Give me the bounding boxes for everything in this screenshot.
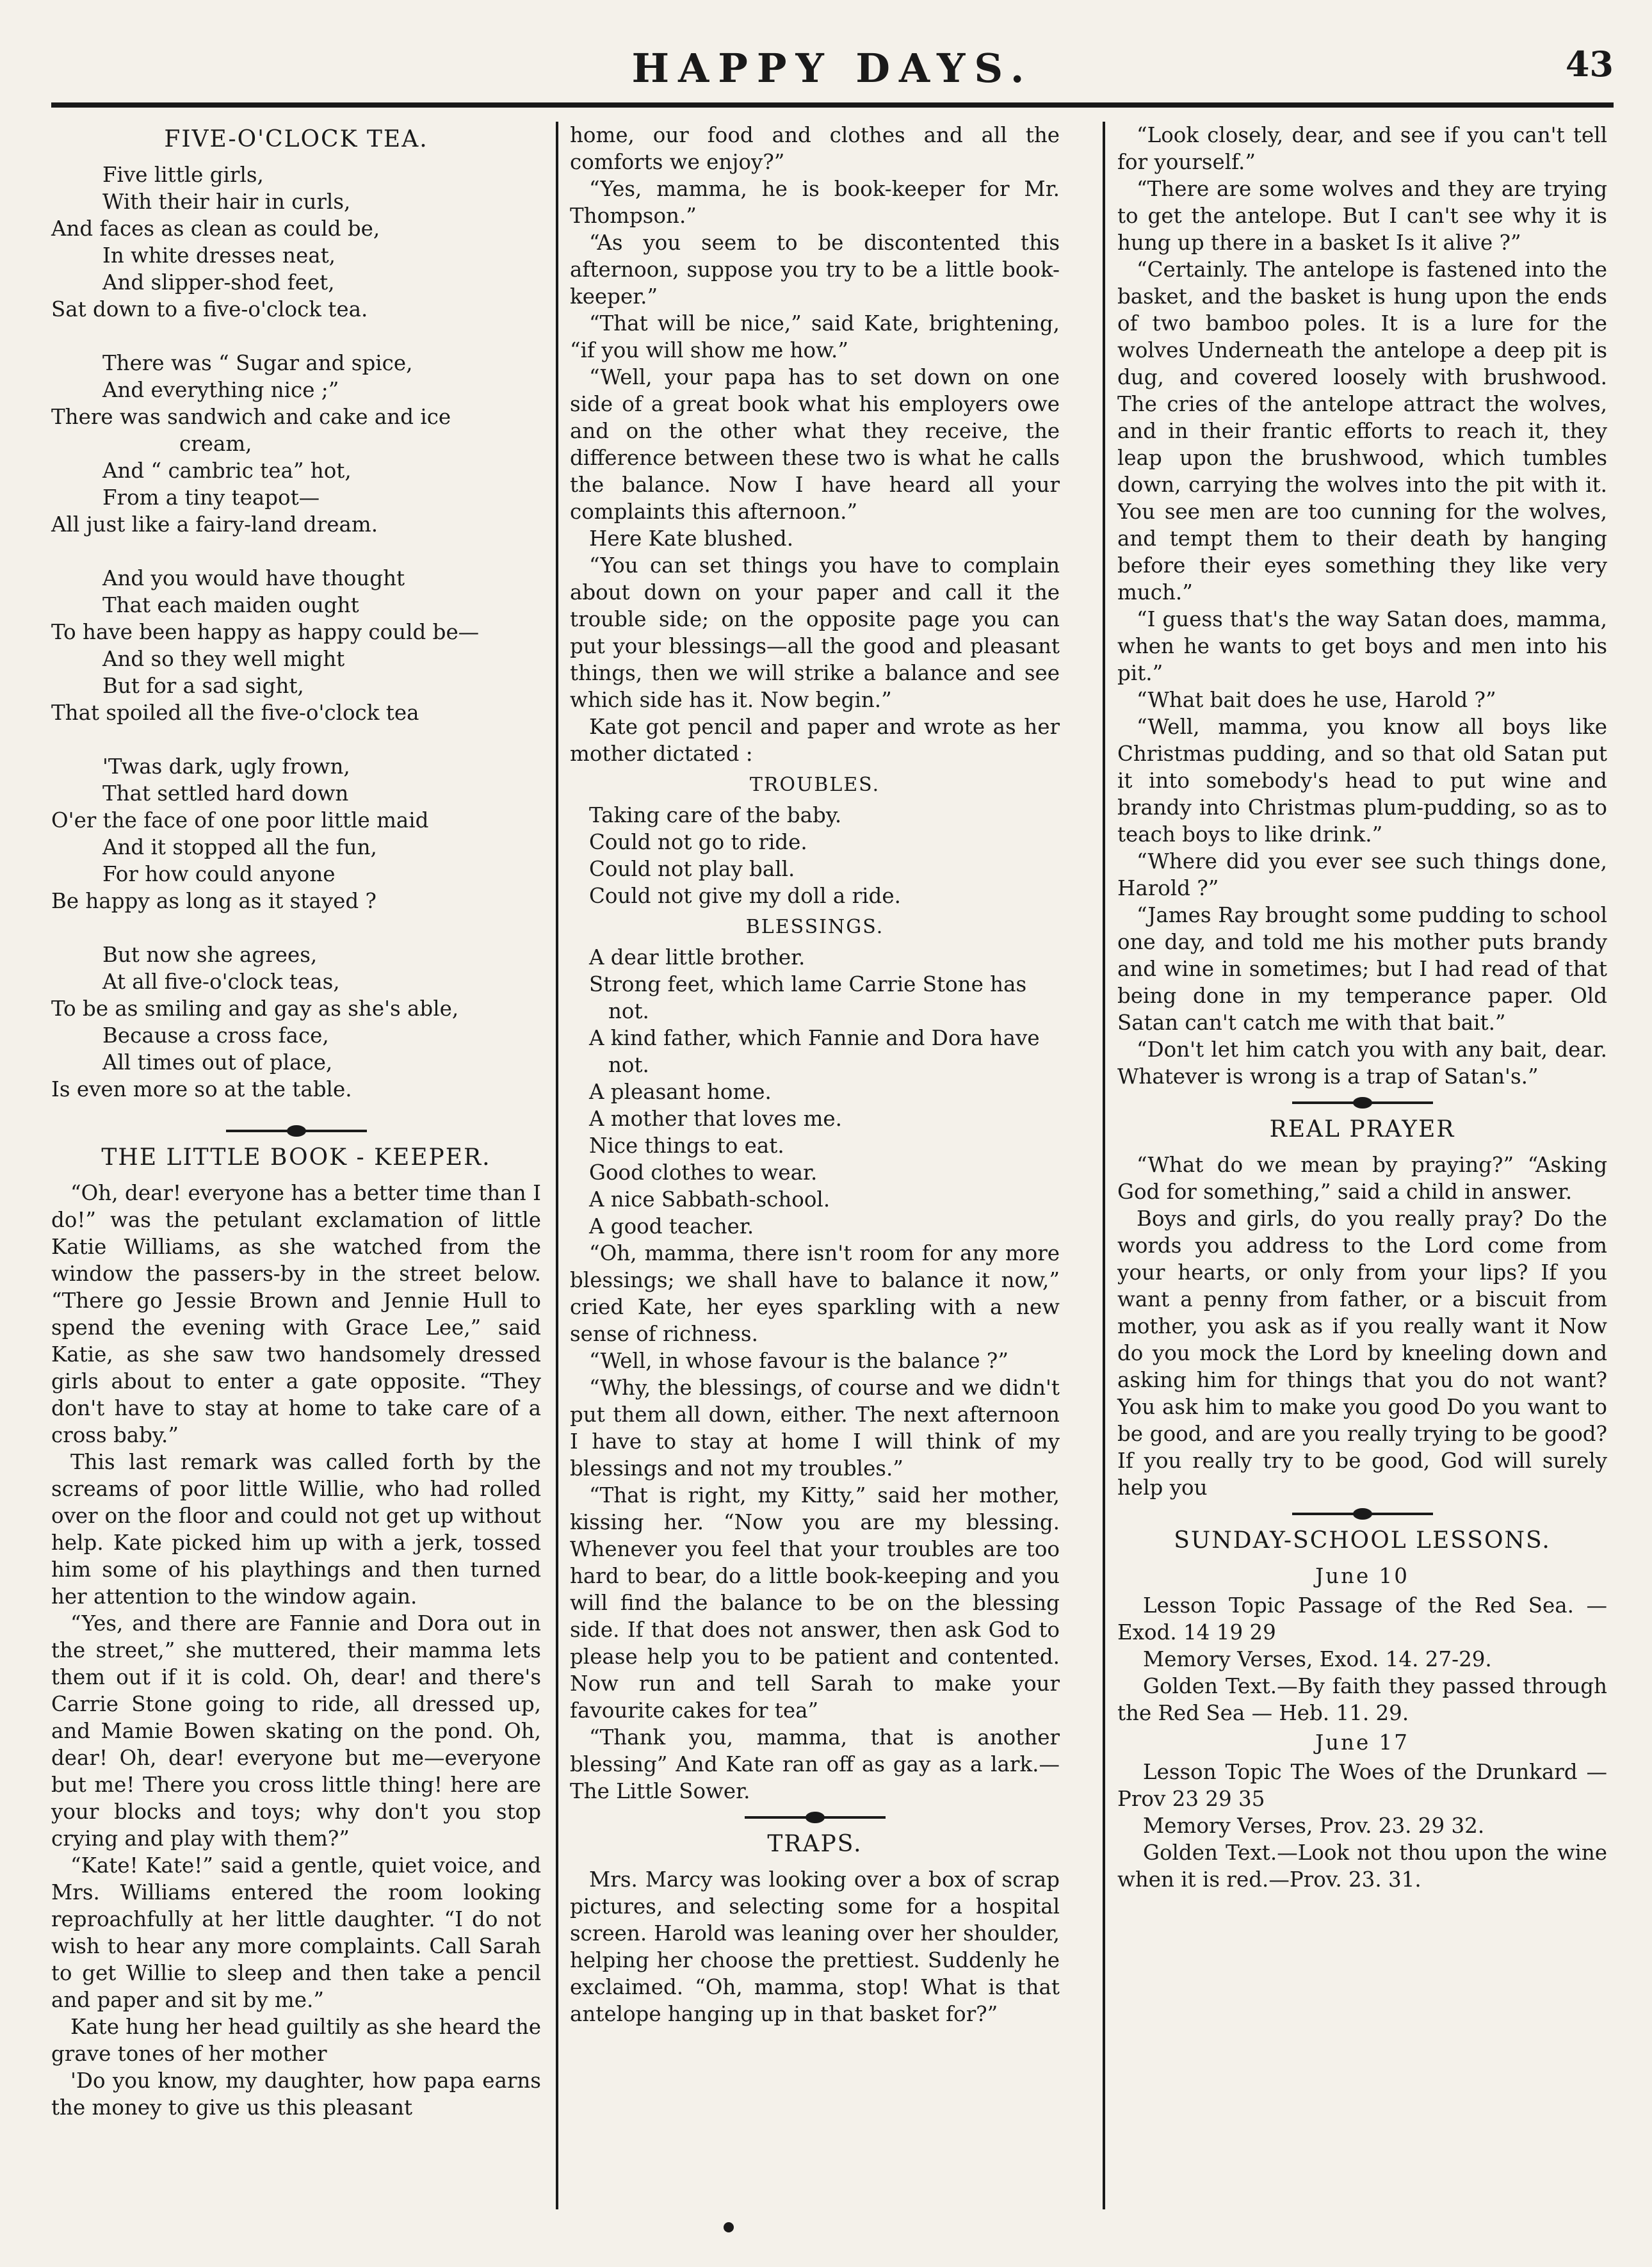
poem-line: And so they well might bbox=[102, 647, 345, 671]
footer-dot bbox=[724, 2222, 734, 2232]
story-paragraph: Kate got pencil and paper and wrote as her mother dictated : bbox=[570, 715, 1060, 766]
blessings-item: A dear little brother. bbox=[589, 945, 806, 970]
poem-line: To be as smiling and gay as she's able, bbox=[51, 996, 459, 1021]
story-paragraph: home, our food and clothes and all the comforts we enjoy?” bbox=[570, 123, 1060, 174]
prayer-body bbox=[1117, 1151, 1607, 1501]
story-paragraph: “Well, in whose favour is the balance ?” bbox=[589, 1349, 1008, 1373]
troubles-item: Could not play ball. bbox=[589, 857, 795, 881]
poem-stanza bbox=[51, 350, 541, 538]
story-paragraph: This last remark was called forth by the screams of poor little Willie, who had rolled over on the floor and could not get up without help. Kate picked him up with a jerk, tossed him some of his playthings and then turned her attention to the window again. bbox=[51, 1450, 541, 1609]
lesson-topic: Lesson Topic The Woes of the Drunkard — Prov 23 29 35 bbox=[1117, 1760, 1607, 1811]
poem-line: All times out of place, bbox=[102, 1050, 333, 1075]
column-3 bbox=[1117, 122, 1607, 1893]
header-rule bbox=[51, 102, 1614, 108]
story-paragraph: “As you seem to be discontented this afternoon, suppose you try to be a little book-keeper.” bbox=[570, 231, 1060, 309]
poem-line: And everything nice ;” bbox=[102, 378, 339, 402]
lessons-list bbox=[1117, 1563, 1607, 1893]
blessings-item: A nice Sabbath-school. bbox=[589, 1187, 830, 1212]
lesson-date: June 17 bbox=[1315, 1730, 1409, 1755]
troubles-list bbox=[570, 802, 1060, 909]
lesson-golden-text: Golden Text.—By faith they passed through the Red Sea — Heb. 11. 29. bbox=[1117, 1674, 1607, 1725]
poem-line: All just like a fairy-land dream. bbox=[51, 512, 378, 537]
traps-paragraph: “James Ray brought some pudding to school one day, and told me his mother puts brandy and wine in sometimes; but I had read of that being done in my temperance paper. Old Satan can't catch me with that bait.” bbox=[1117, 903, 1607, 1035]
prayer-paragraph: Boys and girls, do you really pray? Do the words you address to the Lord come from your hearts, or only from your lips? If you want a penny from father, or a biscuit from mother, you ask as if you really want it Now do you mock the Lord by kneeling down and asking him for things that you do not want? You ask him to make you good Do you want to be good, and are you really trying to be good? If you really try to be good, God will surely help you bbox=[1117, 1207, 1607, 1500]
traps-paragraph: “I guess that's the way Satan does, mamma, when he wants to get boys and men into his pit.” bbox=[1117, 607, 1607, 685]
poem-body bbox=[51, 161, 541, 1103]
blessings-item: Nice things to eat. bbox=[589, 1134, 784, 1158]
blessings-item: A mother that loves me. bbox=[589, 1107, 842, 1131]
poem-line: From a tiny teapot— bbox=[102, 485, 320, 510]
traps-paragraph: “Don't let him catch you with any bait, dear. Whatever is wrong is a trap of Satan's.” bbox=[1117, 1037, 1607, 1089]
prayer-paragraph: “What do we mean by praying?” “Asking God for something,” said a child in answer. bbox=[1117, 1153, 1607, 1204]
story-paragraph: “That will be nice,” said Kate, brightening, “if you will show me how.” bbox=[570, 311, 1060, 362]
poem-stanza bbox=[51, 753, 541, 914]
blessings-item: A kind father, which Fannie and Dora have not. bbox=[589, 1026, 1040, 1077]
section-separator bbox=[226, 1130, 367, 1132]
poem-line: With their hair in curls, bbox=[102, 190, 351, 214]
poem-line: But now she agrees, bbox=[102, 943, 318, 967]
blessings-item: Strong feet, which lame Carrie Stone has not. bbox=[589, 972, 1027, 1023]
lesson-topic: Lesson Topic Passage of the Red Sea. —Exod. 14 19 29 bbox=[1117, 1593, 1607, 1645]
traps-paragraph: “What bait does he use, Harold ?” bbox=[1137, 688, 1496, 712]
poem-stanza bbox=[51, 161, 541, 323]
troubles-heading: TROUBLES. bbox=[749, 774, 880, 796]
story-paragraph: “Why, the blessings, of course and we didn't put them all down, either. The next afternoon I have to stay at home I will think of my blessings and not my troubles.” bbox=[570, 1376, 1060, 1481]
poem-line: cream, bbox=[179, 432, 252, 456]
troubles-item: Could not give my doll a ride. bbox=[589, 884, 901, 908]
story-title: THE LITTLE BOOK - KEEPER. bbox=[101, 1144, 491, 1171]
poem-line: And it stopped all the fun, bbox=[102, 835, 377, 859]
troubles-item: Could not go to ride. bbox=[589, 830, 807, 854]
poem-line: And you would have thought bbox=[102, 566, 405, 590]
poem-line: There was “ Sugar and spice, bbox=[102, 351, 413, 375]
blessings-heading: BLESSINGS. bbox=[745, 916, 884, 938]
poem-line: Sat down to a five-o'clock tea. bbox=[51, 297, 368, 321]
story-paragraph: “Well, your papa has to set down on one side of a great book what his employers owe and on the other what they receive, the difference between these two is what he calls the balance. Now I have heard all your complaints this afternoon.” bbox=[570, 365, 1060, 524]
story-paragraph: Here Kate blushed. bbox=[589, 526, 794, 551]
poem-line: In white dresses neat, bbox=[102, 243, 336, 268]
poem-title: FIVE-O'CLOCK TEA. bbox=[164, 126, 428, 152]
poem-line: And slipper-shod feet, bbox=[102, 270, 335, 295]
lesson-memory-verses: Memory Verses, Exod. 14. 27-29. bbox=[1143, 1647, 1492, 1671]
traps-continued bbox=[1117, 122, 1607, 1090]
section-separator bbox=[1292, 1101, 1433, 1104]
story-paragraph: 'Do you know, my daughter, how papa earns the money to give us this pleasant bbox=[51, 2068, 541, 2120]
lesson-date: June 10 bbox=[1315, 1564, 1409, 1588]
story-paragraph: “Oh, dear! everyone has a better time than I do!” was the petulant exclamation of little Katie Williams, as she watched from the window the passers-by in the street below. “There go Jessie Brown and Jennie Hull to spend the evening with Grace Lee,” said Katie, as she saw two handsomely dressed girls about to enter a gate opposite. “They don't have to stay at home to take care of a cross baby.” bbox=[51, 1181, 541, 1447]
troubles-item: Taking care of the baby. bbox=[589, 803, 842, 827]
story-paragraph: “Yes, and there are Fannie and Dora out in the street,” she muttered, their mamma lets them out if it is cold. Oh, dear! and there's Carrie Stone going to ride, all dressed up, and Mamie Bowen skating on the pond. Oh, dear! Oh, dear! everyone but me—everyone but me! There you cross little thing! here are your blocks and toys; why don't you stop crying and play with them?” bbox=[51, 1611, 541, 1851]
page-header bbox=[51, 38, 1614, 96]
lesson-golden-text: Golden Text.—Look not thou upon the wine when it is red.—Prov. 23. 31. bbox=[1117, 1840, 1607, 1892]
poem-line: At all five-o'clock teas, bbox=[102, 970, 340, 994]
poem-line: Is even more so at the table. bbox=[51, 1077, 352, 1101]
poem-line: That spoiled all the five-o'clock tea bbox=[51, 701, 419, 725]
blessings-item: Good clothes to wear. bbox=[589, 1160, 818, 1185]
poem-line: For how could anyone bbox=[102, 862, 336, 886]
newspaper-title: HAPPY DAYS. bbox=[631, 45, 1033, 92]
poem-line: O'er the face of one poor little maid bbox=[51, 808, 429, 833]
poem-line: And faces as clean as could be, bbox=[51, 216, 380, 241]
poem-line: 'Twas dark, ugly frown, bbox=[102, 754, 350, 779]
blessings-item: A good teacher. bbox=[589, 1214, 754, 1239]
story-continued bbox=[570, 122, 1060, 767]
story-paragraph: “Oh, mamma, there isn't room for any more blessings; we shall have to balance it now,” cried Kate, her eyes sparkling with a new sense of richness. bbox=[570, 1241, 1060, 1346]
poem-line: And “ cambric tea” hot, bbox=[102, 459, 352, 483]
story-paragraph: “Kate! Kate!” said a gentle, quiet voice, and Mrs. Williams entered the room looking reproachfully at her little daughter. “I do not wish to hear any more complaints. Call Sarah to get Willie to sleep and then take a pencil and paper and sit by me.” bbox=[51, 1853, 541, 2012]
column-1 bbox=[51, 122, 541, 2121]
lesson-memory-verses: Memory Verses, Prov. 23. 29 32. bbox=[1143, 1814, 1485, 1838]
traps-paragraph: “There are some wolves and they are trying to get the antelope. But I can't see why it is hung up there in a basket Is it alive ?” bbox=[1117, 177, 1607, 255]
poem-stanza bbox=[51, 941, 541, 1103]
story-paragraph: “You can set things you have to complain about down on your paper and call it the trouble side; on the opposite page you can put your blessings—all the good and pleasant things, then we will strike a balance and see which side has it. Now begin.” bbox=[570, 553, 1060, 712]
page-number: 43 bbox=[1565, 44, 1614, 85]
section-separator bbox=[1292, 1513, 1433, 1515]
column-divider-1 bbox=[556, 122, 558, 2209]
poem-line: But for a sad sight, bbox=[102, 674, 304, 698]
blessings-list bbox=[570, 944, 1060, 1240]
blessings-item: A pleasant home. bbox=[589, 1080, 772, 1104]
poem-line: Five little girls, bbox=[102, 163, 264, 187]
prayer-title: REAL PRAYER bbox=[1269, 1116, 1455, 1142]
column-2 bbox=[570, 122, 1060, 2027]
traps-paragraph: “Well, mamma, you know all boys like Christmas pudding, and so that old Satan put it into somebody's head to put wine and brandy into Christmas plum-pudding, so as to teach boys to like drink.” bbox=[1117, 715, 1607, 847]
poem-line: That each maiden ought bbox=[102, 593, 359, 617]
story-ending bbox=[570, 1240, 1060, 1805]
traps-paragraph: “Certainly. The antelope is fastened into the basket, and the basket is hung upon the ends of two bamboo poles. It is a lure for the wolves Underneath the antelope a deep pit is dug, and covered loosely with brushwood. The cries of the antelope attract the wolves, and in their frantic efforts to reach it, they leap upon the brushwood, which tumbles down, carrying the wolves into the pit with it. You see men are too cunning for the wolves, and tempt them to their death by hanging before their eyes something they like very much.” bbox=[1117, 257, 1607, 605]
poem-stanza bbox=[51, 565, 541, 726]
poem-line: Be happy as long as it stayed ? bbox=[51, 889, 377, 913]
column-divider-2 bbox=[1103, 122, 1105, 2209]
lessons-title: SUNDAY-SCHOOL LESSONS. bbox=[1174, 1527, 1551, 1554]
story-paragraph: “That is right, my Kitty,” said her mother, kissing her. “Now you are my blessing. Whenever you feel that your troubles are too hard to bear, do a little book-keeping and you will find the balance to be on the blessing side. If that does not answer, then ask God to please help you to be patient and contented. Now run and tell Sarah to make your favourite cakes for tea” bbox=[570, 1483, 1060, 1723]
traps-paragraph: “Look closely, dear, and see if you can't tell for yourself.” bbox=[1117, 123, 1607, 174]
story-paragraph: “Thank you, mamma, that is another blessing” And Kate ran off as gay as a lark.—The Little Sower. bbox=[570, 1725, 1060, 1803]
poem-line: That settled hard down bbox=[102, 781, 349, 806]
section-separator bbox=[745, 1816, 886, 1819]
story-paragraph: “Yes, mamma, he is book-keeper for Mr. Thompson.” bbox=[570, 177, 1060, 228]
poem-line: Because a cross face, bbox=[102, 1023, 329, 1048]
story-paragraph: Kate hung her head guiltily as she heard the grave tones of her mother bbox=[51, 2015, 541, 2066]
story-body bbox=[51, 1180, 541, 2121]
traps-body bbox=[570, 1866, 1060, 2027]
traps-title: TRAPS. bbox=[767, 1831, 862, 1857]
poem-line: There was sandwich and cake and ice bbox=[51, 405, 451, 429]
traps-paragraph: “Where did you ever see such things done, Harold ?” bbox=[1117, 849, 1607, 900]
poem-line: To have been happy as happy could be— bbox=[51, 620, 480, 644]
traps-paragraph: Mrs. Marcy was looking over a box of scrap pictures, and selecting some for a hospital screen. Harold was leaning over her shoulder, helping her choose the prettiest. Suddenly he exclaimed. “Oh, mamma, stop! What is that antelope hanging up in that basket for?” bbox=[570, 1867, 1060, 2026]
